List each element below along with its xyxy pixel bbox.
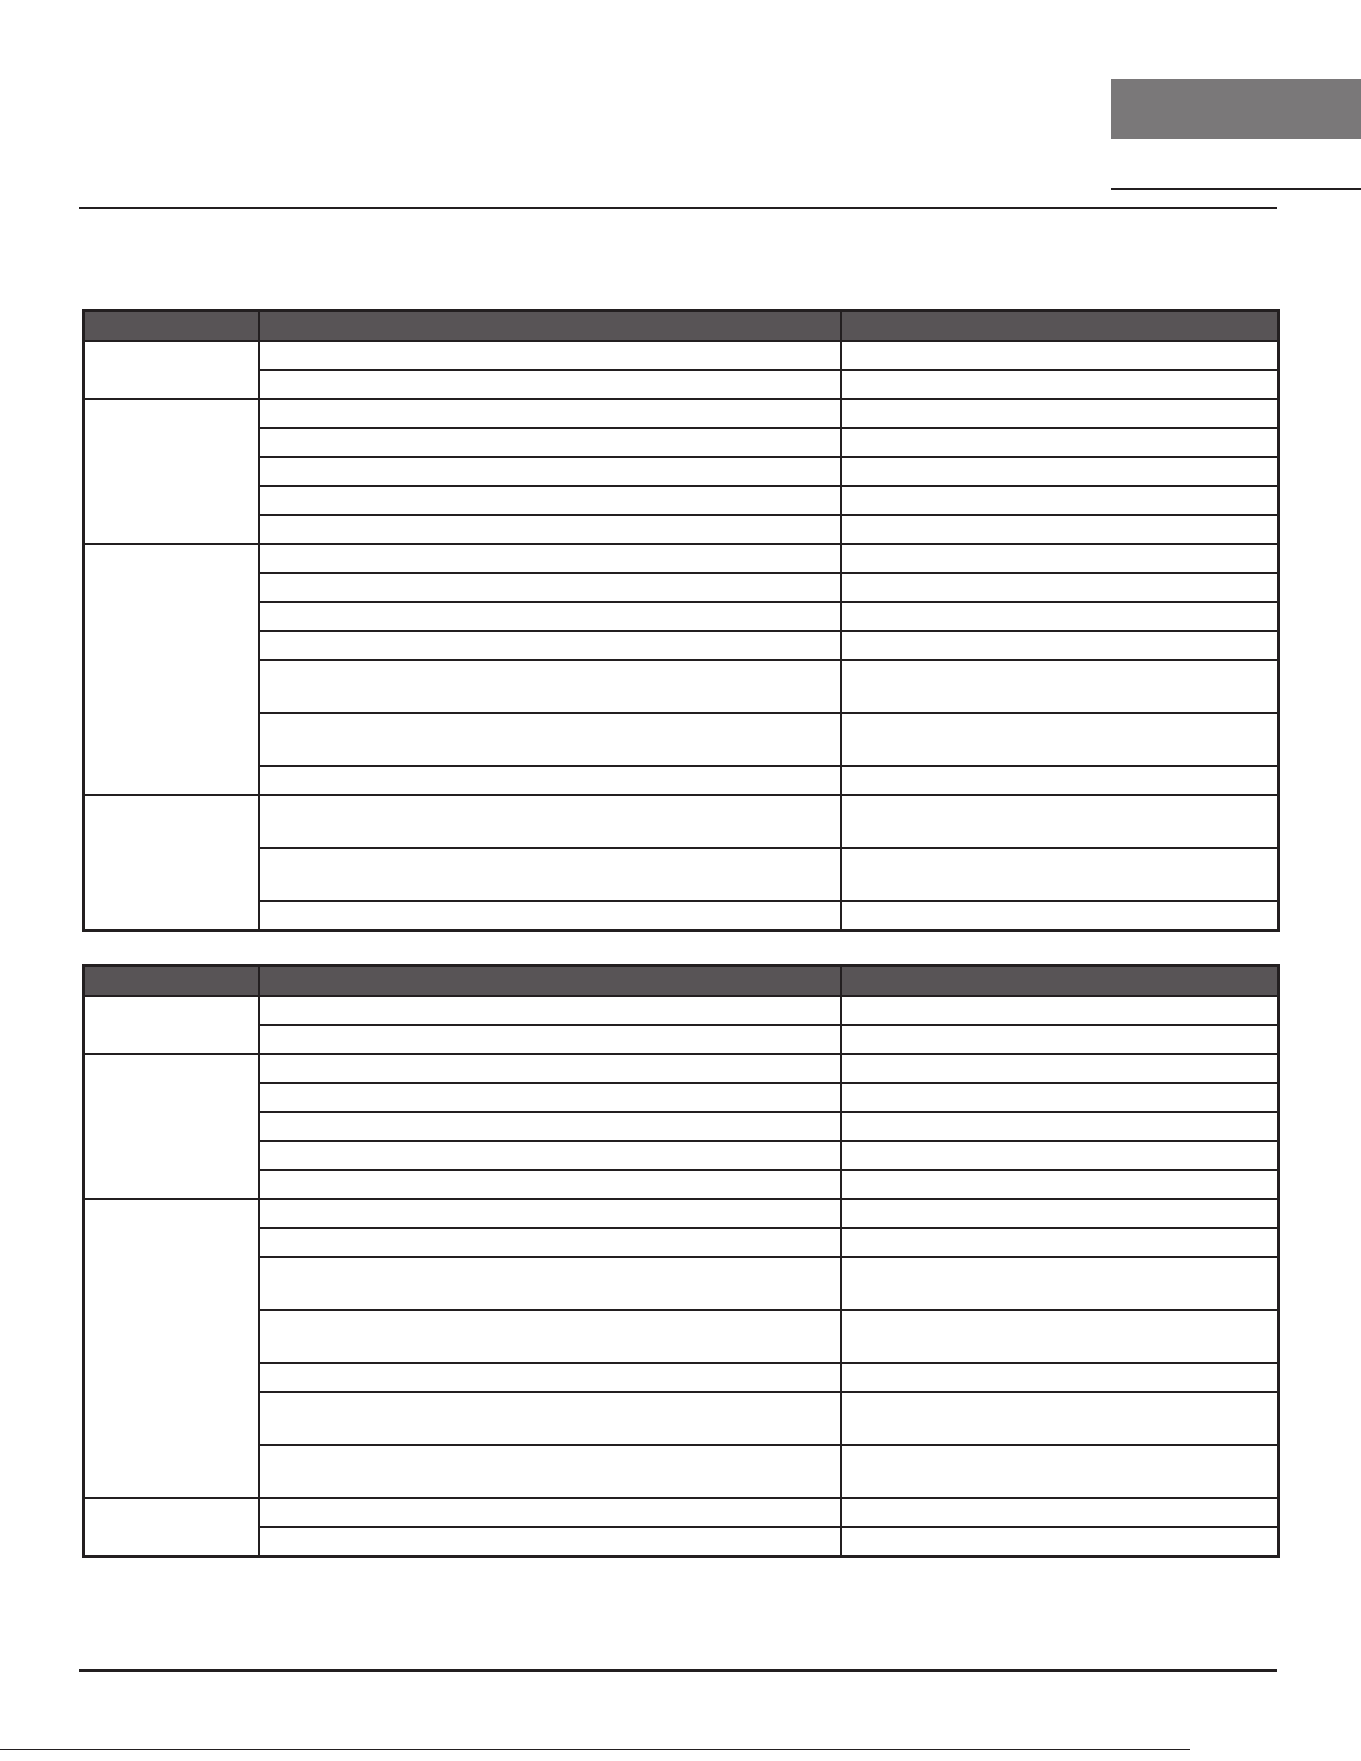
value-cell: [841, 602, 1279, 631]
section-tab-underline: [1111, 188, 1361, 190]
item-cell: [259, 795, 841, 848]
item-cell: [259, 660, 841, 713]
item-cell: [259, 713, 841, 766]
table-row: [84, 1392, 1279, 1445]
table-row: [84, 901, 1279, 931]
value-cell: [841, 1199, 1279, 1228]
header-cell: [259, 311, 841, 342]
group-label-cell: [84, 1199, 259, 1498]
header-cell: [84, 311, 259, 342]
table-row: [84, 370, 1279, 399]
value-cell: [841, 996, 1279, 1025]
item-cell: [259, 1025, 841, 1054]
header-rule: [79, 207, 1277, 209]
table-row: [84, 996, 1279, 1025]
header-cell: [841, 966, 1279, 997]
value-cell: [841, 428, 1279, 457]
header-cell: [841, 311, 1279, 342]
item-cell: [259, 1054, 841, 1083]
group-label-cell: [84, 996, 259, 1054]
table-row: [84, 1141, 1279, 1170]
table-row: [84, 1228, 1279, 1257]
item-cell: [259, 544, 841, 573]
table-header-row: [84, 966, 1279, 997]
item-cell: [259, 370, 841, 399]
section-tab: [1111, 79, 1361, 139]
table-row: [84, 795, 1279, 848]
item-cell: [259, 428, 841, 457]
value-cell: [841, 1170, 1279, 1199]
item-cell: [259, 1257, 841, 1310]
value-cell: [841, 573, 1279, 602]
item-cell: [259, 1363, 841, 1392]
value-cell: [841, 1141, 1279, 1170]
item-cell: [259, 602, 841, 631]
item-cell: [259, 1310, 841, 1363]
table-row: [84, 1527, 1279, 1557]
table-row: [84, 631, 1279, 660]
item-cell: [259, 486, 841, 515]
value-cell: [841, 1257, 1279, 1310]
value-cell: [841, 660, 1279, 713]
table-row: [84, 544, 1279, 573]
value-cell: [841, 1363, 1279, 1392]
value-cell: [841, 1392, 1279, 1445]
value-cell: [841, 370, 1279, 399]
item-cell: [259, 1392, 841, 1445]
value-cell: [841, 1527, 1279, 1557]
table-row: [84, 573, 1279, 602]
value-cell: [841, 1054, 1279, 1083]
table-row: [84, 1363, 1279, 1392]
table-row: [84, 1025, 1279, 1054]
value-cell: [841, 795, 1279, 848]
value-cell: [841, 1310, 1279, 1363]
table-row: [84, 1170, 1279, 1199]
table-row: [84, 1257, 1279, 1310]
table-row: [84, 848, 1279, 901]
item-cell: [259, 631, 841, 660]
value-cell: [841, 848, 1279, 901]
item-cell: [259, 1527, 841, 1557]
item-cell: [259, 341, 841, 370]
group-label-cell: [84, 399, 259, 544]
footer-rule: [79, 1669, 1277, 1672]
table-row: [84, 1083, 1279, 1112]
item-cell: [259, 901, 841, 931]
value-cell: [841, 457, 1279, 486]
group-label-cell: [84, 1498, 259, 1557]
value-cell: [841, 1445, 1279, 1498]
item-cell: [259, 515, 841, 544]
value-cell: [841, 631, 1279, 660]
group-label-cell: [84, 341, 259, 399]
item-cell: [259, 1445, 841, 1498]
group-label-cell: [84, 1054, 259, 1199]
item-cell: [259, 1498, 841, 1527]
header-cell: [84, 966, 259, 997]
table-row: [84, 1498, 1279, 1527]
value-cell: [841, 515, 1279, 544]
item-cell: [259, 1141, 841, 1170]
table-row: [84, 713, 1279, 766]
value-cell: [841, 399, 1279, 428]
item-cell: [259, 996, 841, 1025]
table-row: [84, 1054, 1279, 1083]
table-row: [84, 766, 1279, 795]
table-row: [84, 1199, 1279, 1228]
table-row: [84, 399, 1279, 428]
group-label-cell: [84, 795, 259, 931]
value-cell: [841, 1228, 1279, 1257]
value-cell: [841, 1112, 1279, 1141]
value-cell: [841, 341, 1279, 370]
table-row: [84, 457, 1279, 486]
table-row: [84, 515, 1279, 544]
item-cell: [259, 399, 841, 428]
table-row: [84, 341, 1279, 370]
item-cell: [259, 573, 841, 602]
item-cell: [259, 766, 841, 795]
item-cell: [259, 1112, 841, 1141]
item-cell: [259, 1199, 841, 1228]
table-row: [84, 486, 1279, 515]
value-cell: [841, 766, 1279, 795]
header-cell: [259, 966, 841, 997]
value-cell: [841, 1083, 1279, 1112]
value-cell: [841, 1498, 1279, 1527]
item-cell: [259, 457, 841, 486]
value-cell: [841, 901, 1279, 931]
table-row: [84, 1112, 1279, 1141]
table-row: [84, 1310, 1279, 1363]
table-row: [84, 660, 1279, 713]
group-label-cell: [84, 544, 259, 795]
table-row: [84, 602, 1279, 631]
item-cell: [259, 1170, 841, 1199]
item-cell: [259, 1228, 841, 1257]
value-cell: [841, 713, 1279, 766]
spec-table-1: [82, 309, 1280, 932]
item-cell: [259, 1083, 841, 1112]
page-edge-rule: [0, 1749, 1190, 1750]
spec-table-2: [82, 964, 1280, 1558]
value-cell: [841, 544, 1279, 573]
value-cell: [841, 486, 1279, 515]
table-header-row: [84, 311, 1279, 342]
value-cell: [841, 1025, 1279, 1054]
table-row: [84, 428, 1279, 457]
table-row: [84, 1445, 1279, 1498]
item-cell: [259, 848, 841, 901]
